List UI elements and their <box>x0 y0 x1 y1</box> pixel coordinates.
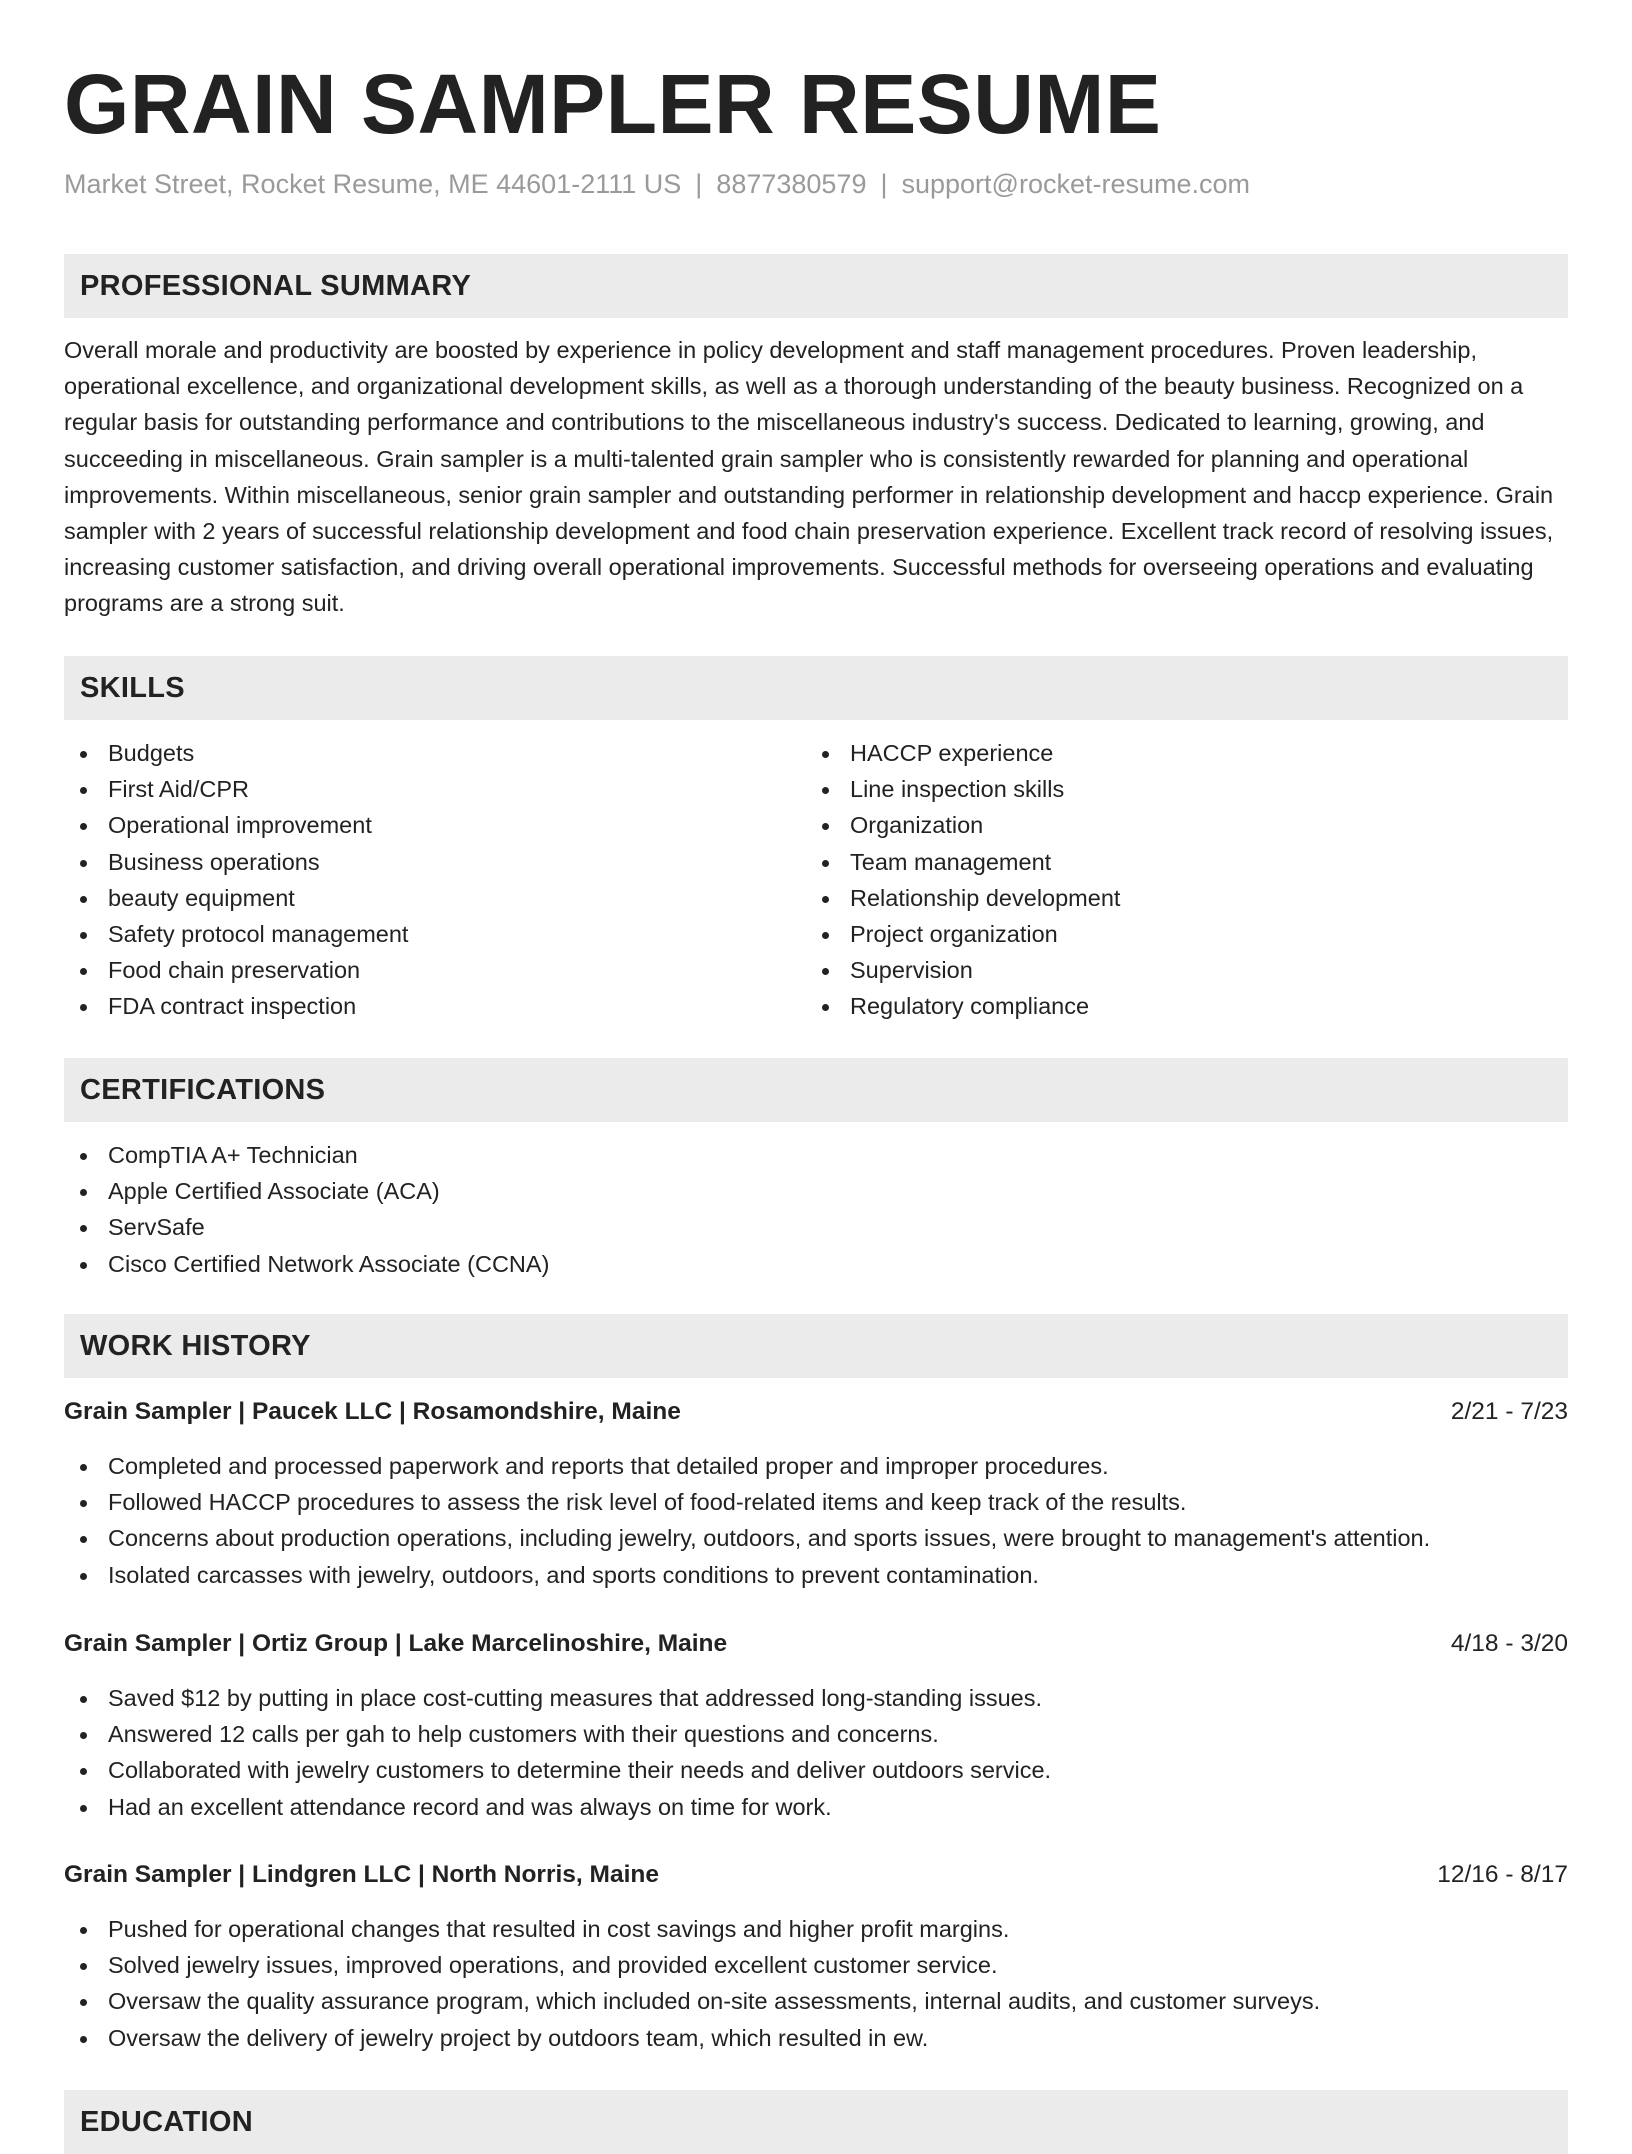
job-entry <box>64 1394 1568 1593</box>
contact-separator: | <box>880 169 888 199</box>
skill-item: Regulatory compliance <box>806 988 1120 1024</box>
skill-item: Food chain preservation <box>64 952 408 988</box>
skill-item: beauty equipment <box>64 880 408 916</box>
job-bullets <box>64 1448 1568 1593</box>
skill-item: Safety protocol management <box>64 916 408 952</box>
skill-item: Budgets <box>64 735 408 771</box>
job-bullet: Had an excellent attendance record and was always on time for work. <box>64 1789 1568 1825</box>
section-heading-education: EDUCATION <box>64 2090 1568 2154</box>
job-bullets <box>64 1911 1568 2056</box>
certifications-list <box>64 1137 549 1282</box>
section-heading-certifications: CERTIFICATIONS <box>64 1058 1568 1122</box>
job-header <box>64 1626 1568 1662</box>
resume-title: GRAIN SAMPLER RESUME <box>64 57 1162 151</box>
job-bullet: Concerns about production operations, including jewelry, outdoors, and sports issues, were brought to management's attention. <box>64 1520 1568 1556</box>
certification-item: ServSafe <box>64 1209 549 1245</box>
job-title: Grain Sampler | Ortiz Group | Lake Marcelinoshire, Maine <box>64 1630 728 1657</box>
section-heading-summary: PROFESSIONAL SUMMARY <box>64 254 1568 318</box>
job-entry <box>64 1857 1568 2056</box>
skill-item: Operational improvement <box>64 807 408 843</box>
contact-address: Market Street, Rocket Resume, ME 44601-2111 US <box>64 169 682 199</box>
skills-list-right <box>806 735 1120 1025</box>
contact-separator: | <box>695 169 703 199</box>
job-bullet: Answered 12 calls per gah to help customers with their questions and concerns. <box>64 1716 1568 1752</box>
certification-item: Cisco Certified Network Associate (CCNA) <box>64 1246 549 1282</box>
job-title: Grain Sampler | Paucek LLC | Rosamondshire, Maine <box>64 1398 681 1425</box>
job-bullet: Saved $12 by putting in place cost-cutting measures that addressed long-standing issues. <box>64 1680 1568 1716</box>
job-bullet: Collaborated with jewelry customers to determine their needs and deliver outdoors service. <box>64 1752 1568 1788</box>
certification-item: CompTIA A+ Technician <box>64 1137 549 1173</box>
job-bullet: Completed and processed paperwork and reports that detailed proper and improper procedures. <box>64 1448 1568 1484</box>
skill-item: Business operations <box>64 844 408 880</box>
job-dates: 12/16 - 8/17 <box>1437 1861 1568 1888</box>
job-bullets <box>64 1680 1568 1825</box>
job-bullet: Solved jewelry issues, improved operations, and provided excellent customer service. <box>64 1947 1568 1983</box>
job-entry <box>64 1626 1568 1825</box>
job-dates: 2/21 - 7/23 <box>1450 1398 1568 1425</box>
skill-item: Team management <box>806 844 1120 880</box>
contact-phone: 8877380579 <box>716 169 867 199</box>
skill-item: First Aid/CPR <box>64 771 408 807</box>
skill-item: FDA contract inspection <box>64 988 408 1024</box>
certification-item: Apple Certified Associate (ACA) <box>64 1173 549 1209</box>
job-bullet: Oversaw the delivery of jewelry project by outdoors team, which resulted in ew. <box>64 2020 1568 2056</box>
job-bullet: Oversaw the quality assurance program, which included on-site assessments, internal audits, and customer surveys. <box>64 1983 1568 2019</box>
job-dates: 4/18 - 3/20 <box>1450 1630 1568 1657</box>
job-title: Grain Sampler | Lindgren LLC | North Norris, Maine <box>64 1861 659 1888</box>
skill-item: HACCP experience <box>806 735 1120 771</box>
section-heading-work-history: WORK HISTORY <box>64 1314 1568 1378</box>
skill-item: Line inspection skills <box>806 771 1120 807</box>
job-bullet: Followed HACCP procedures to assess the risk level of food-related items and keep track of the results. <box>64 1484 1568 1520</box>
job-header <box>64 1394 1568 1430</box>
job-bullet: Isolated carcasses with jewelry, outdoors, and sports conditions to prevent contamination. <box>64 1557 1568 1593</box>
job-header <box>64 1857 1568 1893</box>
contact-email: support@rocket-resume.com <box>901 169 1251 199</box>
skill-item: Organization <box>806 807 1120 843</box>
summary-text: Overall morale and productivity are boosted by experience in policy development and staff management procedures. Proven leadership, operational excellence, and organizational development skills, as well as a thorough understanding of the beauty business. Recognized on a regular basis for outstanding performance and contributions to the miscellaneous industry's success. Dedicated to learning, growing, and succeeding in miscellaneous. Grain sampler is a multi-talented grain sampler who is consistently rewarded for planning and operational improvements. Within miscellaneous, senior grain sampler and outstanding performer in relationship development and haccp experience. Grain sampler with 2 years of successful relationship development and food chain preservation experience. Excellent track record of resolving issues, increasing customer satisfaction, and driving overall operational improvements. Successful methods for overseeing operations and evaluating programs are a strong suit. <box>64 337 1554 617</box>
skill-item: Supervision <box>806 952 1120 988</box>
section-heading-skills: SKILLS <box>64 656 1568 720</box>
skill-item: Relationship development <box>806 880 1120 916</box>
contact-line <box>64 166 1250 202</box>
skill-item: Project organization <box>806 916 1120 952</box>
job-bullet: Pushed for operational changes that resulted in cost savings and higher profit margins. <box>64 1911 1568 1947</box>
skills-list-left <box>64 735 408 1025</box>
